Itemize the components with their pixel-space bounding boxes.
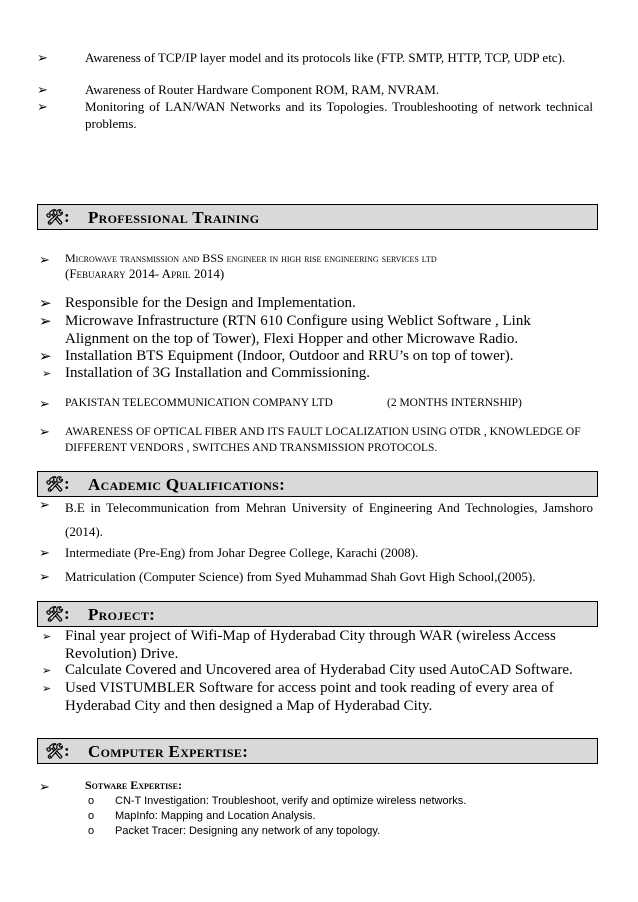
list-item: B.E in Telecommunication from Mehran University of Engineering And Technologies, Jamshoro (2014). bbox=[65, 500, 593, 539]
list-item: Awareness of TCP/IP layer model and its protocols like (FTP. SMTP, HTTP, TCP, UDP etc). bbox=[85, 50, 566, 65]
list-item: Packet Tracer: Designing any network of any topology. bbox=[115, 825, 381, 837]
heading-colon: : bbox=[64, 741, 70, 760]
training-entry-company: PAKISTAN TELECOMMUNICATION COMPANY LTD bbox=[65, 397, 333, 409]
training-entry-dates: (Febuarary 2014- April 2014) bbox=[65, 266, 225, 281]
list-item: Intermediate (Pre-Eng) from Johar Degree College, Karachi (2008). bbox=[65, 545, 419, 560]
section-title: Academic Qualifications: bbox=[88, 475, 286, 494]
section-heading-professional-training bbox=[37, 204, 598, 230]
list-item: Installation of 3G Installation and Commissioning. bbox=[65, 365, 370, 381]
arrow-bullet-icon: ➢ bbox=[39, 312, 52, 330]
arrow-bullet-icon: ➢ bbox=[39, 347, 52, 365]
arrow-bullet-icon: ➢ bbox=[42, 630, 52, 643]
arrow-bullet-icon: ➢ bbox=[39, 425, 50, 440]
arrow-bullet-icon: ➢ bbox=[42, 367, 52, 380]
heading-colon: : bbox=[64, 474, 70, 493]
section-heading-academic-qualifications bbox=[37, 471, 598, 497]
list-item: Awareness of Router Hardware Component ROM, RAM, NVRAM. bbox=[85, 82, 440, 97]
training-entry-note: (2 MONTHS INTERNSHIP) bbox=[387, 397, 522, 409]
tools-icon: 🛠 bbox=[45, 742, 65, 760]
section-title: Professional Training bbox=[88, 208, 260, 227]
section-heading-computer-expertise bbox=[37, 738, 598, 764]
list-item: Monitoring of LAN/WAN Networks and its Topologies. Troubleshooting of network technical problems. bbox=[85, 99, 593, 131]
software-expertise-subheading: Sotware Expertise: bbox=[85, 778, 182, 792]
section-title: Project: bbox=[88, 605, 156, 624]
list-item: Microwave Infrastructure (RTN 610 Configure using Weblict Software , Link Alignment on the top of Tower), Flexi Hopper and other Microwave Radio. bbox=[65, 313, 531, 347]
arrow-bullet-icon: ➢ bbox=[39, 570, 50, 585]
arrow-bullet-icon: ➢ bbox=[39, 780, 50, 795]
tools-icon: 🛠 bbox=[45, 475, 65, 493]
list-item: Final year project of Wifi-Map of Hyderabad City through WAR (wireless Access Revolution) Drive. bbox=[65, 628, 556, 662]
arrow-bullet-icon: ➢ bbox=[37, 100, 48, 115]
list-item: CN-T Investigation: Troubleshoot, verify and optimize wireless networks. bbox=[115, 795, 467, 807]
section-heading-project bbox=[37, 601, 598, 627]
list-item: Calculate Covered and Uncovered area of Hyderabad City used AutoCAD Software. bbox=[65, 662, 573, 678]
arrow-bullet-icon: ➢ bbox=[37, 51, 48, 66]
circle-bullet-icon: o bbox=[88, 825, 95, 837]
circle-bullet-icon: o bbox=[88, 810, 95, 822]
arrow-bullet-icon: ➢ bbox=[39, 546, 50, 561]
heading-colon: : bbox=[64, 604, 70, 623]
tools-icon: 🛠 bbox=[45, 605, 65, 623]
list-item: Responsible for the Design and Implementation. bbox=[65, 295, 356, 311]
tools-icon: 🛠 bbox=[45, 208, 65, 226]
section-title: Computer Expertise: bbox=[88, 742, 249, 761]
list-item: Matriculation (Computer Science) from Syed Muhammad Shah Govt High School,(2005). bbox=[65, 569, 536, 584]
circle-bullet-icon: o bbox=[88, 795, 95, 807]
arrow-bullet-icon: ➢ bbox=[39, 294, 52, 312]
arrow-bullet-icon: ➢ bbox=[39, 498, 50, 513]
arrow-bullet-icon: ➢ bbox=[39, 253, 50, 268]
list-item: MapInfo: Mapping and Location Analysis. bbox=[115, 810, 316, 822]
list-item: Used VISTUMBLER Software for access point and took reading of every area of Hyderabad City and then designed a Map of Hyderabad City. bbox=[65, 680, 554, 714]
arrow-bullet-icon: ➢ bbox=[42, 664, 52, 677]
arrow-bullet-icon: ➢ bbox=[42, 682, 52, 695]
arrow-bullet-icon: ➢ bbox=[37, 83, 48, 98]
heading-colon: : bbox=[64, 207, 70, 226]
list-item: Installation BTS Equipment (Indoor, Outdoor and RRU’s on top of tower). bbox=[65, 348, 514, 364]
training-entry-awareness: AWARENESS OF OPTICAL FIBER AND ITS FAULT LOCALIZATION USING OTDR , KNOWLEDGE OF DIFFERENT VENDORS , SWITCHES AND TRANSMISSION PROTOCOLS. bbox=[65, 426, 581, 454]
arrow-bullet-icon: ➢ bbox=[39, 397, 50, 412]
training-entry-title: Microwave transmission and BSS engineer in high rise engineering services ltd bbox=[65, 251, 437, 265]
